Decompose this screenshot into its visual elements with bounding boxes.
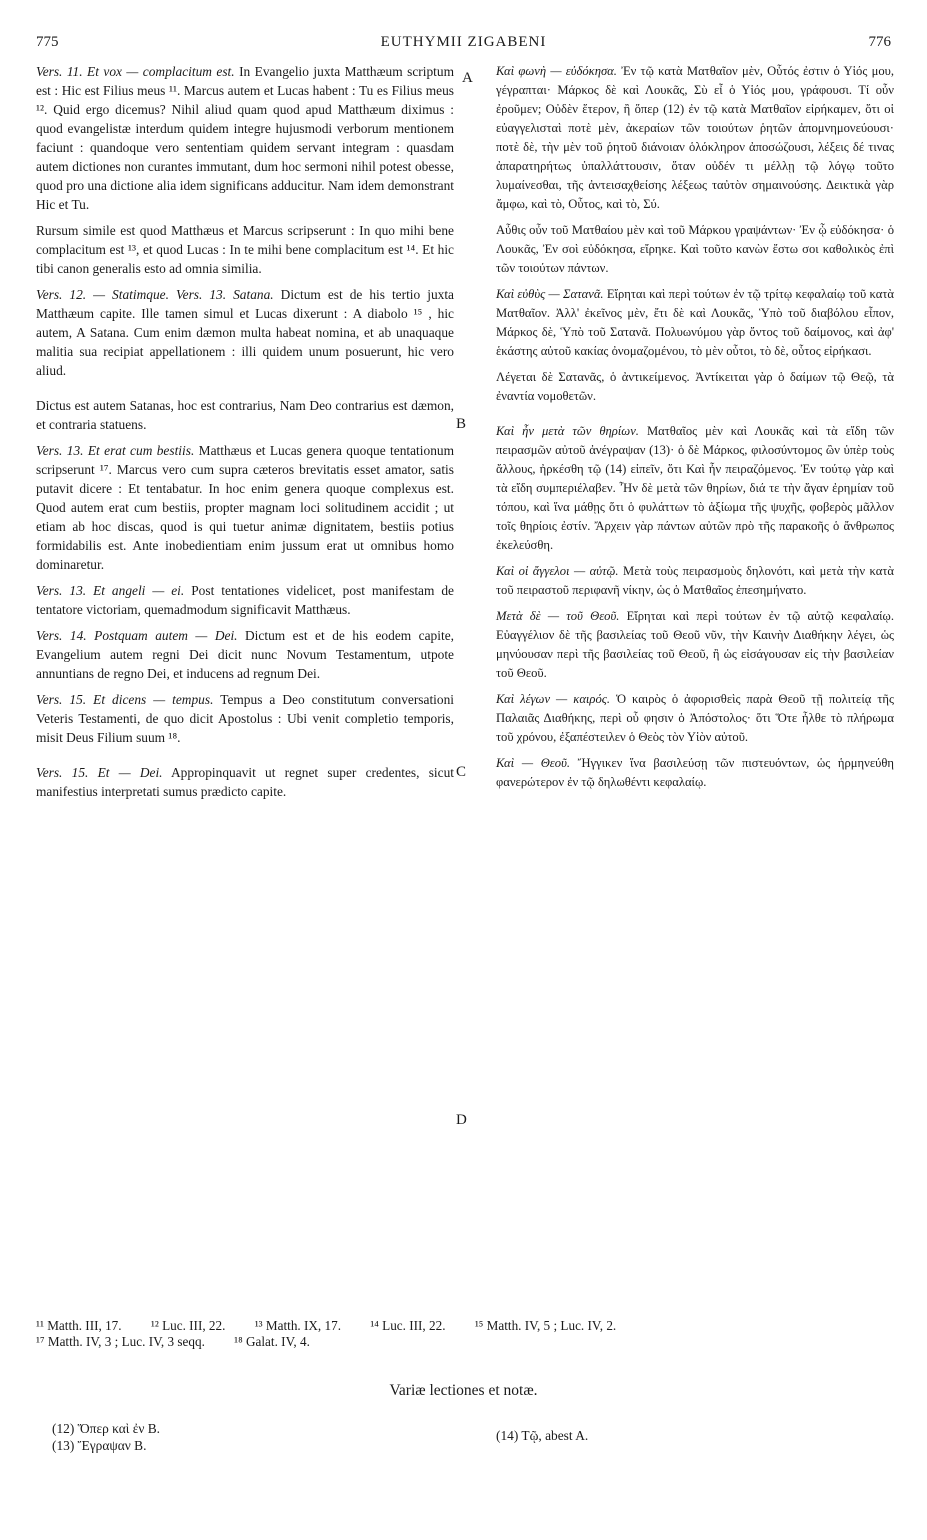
greek-lemma: Καὶ — Θεοῦ. [496, 756, 570, 770]
greek-lemma: Μετὰ δὲ — τοῦ Θεοῦ. [496, 609, 620, 623]
latin-paragraph [36, 626, 454, 683]
greek-paragraph [496, 754, 894, 792]
margin-letter-b: B [456, 416, 467, 432]
margin-letter-c: C [456, 764, 467, 780]
variae-left-notes [52, 1420, 160, 1454]
latin-paragraph [36, 62, 454, 214]
greek-lemma: Καὶ φωνὴ — εὐδόκησα. [496, 64, 617, 78]
greek-paragraph [496, 62, 894, 214]
right-page-number: 776 [868, 34, 891, 50]
variant-note: (14) Τῷ, abest A. [496, 1428, 589, 1443]
greek-lemma: Καὶ ἦν μετὰ τῶν θηρίων. [496, 424, 639, 438]
greek-text: Λέγεται δὲ Σατανᾶς, ὁ ἀντικείμενος. Ἀντίκειται γὰρ ὁ δαίμων τῷ Θεῷ, τὰ ἐναντία νομοθετῶν. [496, 370, 894, 403]
variae-lectiones-heading: Variæ lectiones et notæ. [389, 1382, 538, 1399]
latin-text: Dictum est de his tertio juxta Matthæum capite. Ille tamen simul et Lucas dixerunt : A diabolo ¹⁵ , hic autem, A Satana. Cum enim dæmon multa habeat nomina, et ab unaquaque malitia sua recipiat appellationem : illi quidem unum posuerunt, hic vero aliud. [36, 287, 454, 378]
latin-text: Matthæus et Lucas genera quoque tentationum scripserunt ¹⁷. Marcus vero cum supra cæteros brevitatis esset amator, satis putavit dicere : Et tentabatur. In hoc enim genera quoque complexus est. Quod autem erat cum bestiis, propter magnam loci solitudinem accidit ; ut etiam ab hoc discas, quod is qui tuetur animæ dignitatem, bestiis potius formidabilis est. Ante inobedientiam enim jussum erat ut omnibus homo dominaretur. [36, 443, 454, 572]
running-header [36, 34, 891, 56]
greek-text: Ἐν τῷ κατὰ Ματθαῖον μὲν, Οὗτός ἐστιν ὁ Υἱός μου, γέγραπται· Μάρκος δὲ καὶ Λουκᾶς, Σὺ εἶ ὁ Υἱός μου, γράφουσι. Τί οὖν ἐροῦμεν; Οὐδὲν ἕτερον, ἢ ὅπερ (12) ἐν τῷ κατὰ Ματθαῖον εἰρήκαμεν, ὅτι οἱ εὐαγγελισταὶ ποτὲ μὲν, ἀκεραίων τῶν τοιούτων ῥητῶν ἀπομνημονεύουσι· ποτὲ δὲ, τὴν μὲν τοῦ ῥητοῦ διάνοιαν ὁλόκληρον ἀποσώζουσι, λέξεις δέ τινας ἀπαρατηρήτως ὑπαλλάττουσιν, ὅταν οὐδέν τι μέλλῃ τῷ λόγῳ τοῦτο λυμαίνεσθαι, τῆς ἀντεισαχθείσης λέξεως ταὐτὸν σημαινούσης. Δεικτικὰ γὰρ ἄμφω, καὶ τὸ, Οὗτος, καὶ τὸ, Σύ. [496, 64, 894, 211]
latin-paragraph [36, 285, 454, 380]
greek-paragraph [496, 422, 894, 555]
footnote-row [36, 1318, 896, 1334]
greek-text: Ματθαῖος μὲν καὶ Λουκᾶς καὶ τὰ εἴδη τῶν πειρασμῶν αὐτοῦ ἀνέγραψαν (13)· ὁ δὲ Μάρκος, φιλοσύντομος ὢν ὑπὲρ τοὺς ἄλλους, ἠρκέσθη τῷ (14) εἰπεῖν, ὅτι Καὶ ἦν πειραζόμενος. Ἐν τούτῳ γὰρ καὶ τὰ εἴδη συμπεριέλαβεν. Ἦν δὲ μετὰ τῶν θηρίων, διά τε τὴν ἄγαν ἐρημίαν τοῦ τόπου, καὶ ἵνα μάθῃς ὅτι ὁ φυλάττων τὸ ἀξίωμα τῆς ψυχῆς, φοβερὸς μᾶλλον τοῖς θηρίοις ἐστίν. Ἄρχειν γὰρ πάντων αὐτῶν πρὸ τῆς παρακοῆς ὁ ἄνθρωπος ἐκελεύσθη. [496, 424, 894, 552]
latin-paragraph [36, 441, 454, 574]
latin-column [36, 62, 454, 808]
latin-lemma: Vers. 13. Et erat cum bestiis. [36, 443, 195, 458]
greek-text: Αὖθις οὖν τοῦ Ματθαίου μὲν καὶ τοῦ Μάρκου γραψάντων· Ἐν ᾧ εὐδόκησα· ὁ Λουκᾶς, Ἐν σοὶ εὐδόκησα, εἴρηκε. Καὶ τοῦτο κανὼν ἔστω σοι καθολικὸς ἐπὶ τῶν τοιούτων πάντων. [496, 223, 894, 275]
margin-letter-d: D [456, 1112, 467, 1128]
latin-text: Rursum simile est quod Matthæus et Marcus scripserunt : In quo mihi bene complacitum est ¹³, et quod Lucas : In te mihi bene complacitum est ¹⁴. Et hic tibi canon generalis esto ad omnia similia. [36, 223, 454, 276]
latin-paragraph [36, 396, 454, 434]
greek-text: Εἴρηται καὶ περὶ τούτων ἐν τῷ αὐτῷ κεφαλαίῳ. Εὐαγγέλιον δὲ τῆς βασιλείας τοῦ Θεοῦ νῦν, τὴν Καινὴν Διαθήκην λέγει, ὡς μηνύουσαν περὶ τῆς βασιλείας τοῦ Θεοῦ, ἢ ὡς εἰσάγουσαν εἰς τὴν βασιλείαν τοῦ Θεοῦ. [496, 609, 894, 680]
variant-note: (13) Ἔγραψαν B. [52, 1438, 147, 1453]
latin-paragraph [36, 690, 454, 747]
footnote: ¹² Luc. III, 22. [150, 1318, 226, 1333]
latin-text: Appropinquavit ut regnet super credentes, sicut manifestius interpretati sumus prædicto capite. [36, 765, 454, 799]
footnotes [36, 1318, 896, 1350]
greek-text: Εἴρηται καὶ περὶ τούτων ἐν τῷ τρίτῳ κεφαλαίῳ τοῦ κατὰ Ματθαῖον. Ἀλλ' ἐκεῖνος μὲν, ἔτι δὲ καὶ Λουκᾶς, Ὑπὸ τοῦ διαβόλου εἶπον, Μάρκος δὲ, Ὑπὸ τοῦ Σατανᾶ. Πολυωνύμου γὰρ ὄντος τοῦ δαίμονος, καὶ ἀφ' ἑκάστης αὐτοῦ κακίας ὀνομαζομένου, τὸ μὲν οὗτοι, τὸ δὲ, οὗτος εἰρήκασι. [496, 287, 894, 358]
greek-lemma: Καὶ λέγων — καιρός. [496, 692, 611, 706]
footnote: ¹¹ Matth. III, 17. [36, 1318, 122, 1333]
greek-column [496, 62, 894, 799]
footnote: ¹⁴ Luc. III, 22. [370, 1318, 446, 1333]
greek-paragraph [496, 285, 894, 361]
latin-text: Dictum est et de his eodem capite, Evangelium autem regni Dei dicit nunc Novum Testamentum, utpote annuntians de regno Dei, et inducens ad regnum Dei. [36, 628, 454, 681]
greek-paragraph [496, 221, 894, 278]
latin-lemma: Vers. 14. Postquam autem — Dei. [36, 628, 238, 643]
latin-lemma: Vers. 12. — Statimque. Vers. 13. Satana. [36, 287, 274, 302]
margin-letter-a: A [462, 70, 473, 86]
greek-text: Ἤγγικεν ἵνα βασιλεύσῃ τῶν πιστευόντων, ὡς ἡρμηνεύθη φανερώτερον ἐν τῷ δηλωθέντι κεφαλαίῳ. [496, 756, 894, 789]
greek-paragraph [496, 562, 894, 600]
latin-lemma: Vers. 11. Et vox — complacitum est. [36, 64, 235, 79]
latin-text: Dictus est autem Satanas, hoc est contrarius, Nam Deo contrarius est dæmon, et contraria statuens. [36, 398, 454, 432]
greek-paragraph [496, 690, 894, 747]
left-page-number: 775 [36, 34, 59, 50]
footnote: ¹³ Matth. IX, 17. [254, 1318, 342, 1333]
greek-lemma: Καὶ οἱ ἄγγελοι — αὐτῷ. [496, 564, 619, 578]
greek-text: Ὁ καιρὸς ὁ ἀφορισθεὶς παρὰ Θεοῦ τῇ πολιτείᾳ τῆς Παλαιᾶς Διαθήκης, περὶ οὗ φησιν ὁ Ἀπόστολος· ὅτι Ὅτε ἦλθε τὸ πλήρωμα τοῦ χρόνου, ἐξαπέστειλεν ὁ Θεὸς τὸν Υἱὸν αὐτοῦ. [496, 692, 894, 744]
latin-text: Post tentationes videlicet, post manifestam de tentatore victoriam, quemadmodum significavit Matthæus. [36, 583, 454, 617]
latin-lemma: Vers. 15. Et dicens — tempus. [36, 692, 214, 707]
latin-lemma: Vers. 13. Et angeli — ei. [36, 583, 185, 598]
latin-text: Tempus a Deo constitutum conversationi Veteris Testamenti, de quo dicit Apostolus : Ubi venit completio temporis, misit Deus Filium suum ¹⁸. [36, 692, 455, 745]
greek-lemma: Καὶ εὐθὺς — Σατανᾶ. [496, 287, 604, 301]
latin-paragraph [36, 221, 454, 278]
footnote: ¹⁷ Matth. IV, 3 ; Luc. IV, 3 seqq. [36, 1334, 205, 1349]
greek-paragraph [496, 607, 894, 683]
footnote: ¹⁵ Matth. IV, 5 ; Luc. IV, 2. [474, 1318, 617, 1333]
latin-paragraph [36, 763, 454, 801]
footnote: ¹⁸ Galat. IV, 4. [234, 1334, 310, 1349]
latin-text: In Evangelio juxta Matthæum scriptum est : Hic est Filius meus ¹¹. Marcus autem et Lucas habent : Tu es Filius meus ¹². Quid ergo dicemus? Nihil aliud quam quod apud Matthæum diximus : quod evangelistæ interdum quidem integre hujusmodi verborum mentionem faciunt : quandoque vero sententiam quidem servant integram : quasdam autem dictiones non curantes immutant, dum hoc sermoni nihil potest obesse, quod pro una dictione alia idem significans adducitur. Nam idem demonstrant Hic et Tu. [36, 64, 454, 212]
variant-note: (12) Ὅπερ καὶ ἐν B. [52, 1421, 161, 1436]
latin-lemma: Vers. 15. Et — Dei. [36, 765, 163, 780]
footnote-row [36, 1334, 896, 1350]
latin-paragraph [36, 581, 454, 619]
greek-paragraph [496, 368, 894, 406]
greek-text: Μετὰ τοὺς πειρασμοὺς δηλονότι, καὶ μετὰ τὴν κατὰ τοῦ πειραστοῦ περιφανῆ νίκην, ὡς ὁ Ματθαῖος ἐπεσημήνατο. [496, 564, 894, 597]
running-title: EUTHYMII ZIGABENI [380, 34, 547, 50]
